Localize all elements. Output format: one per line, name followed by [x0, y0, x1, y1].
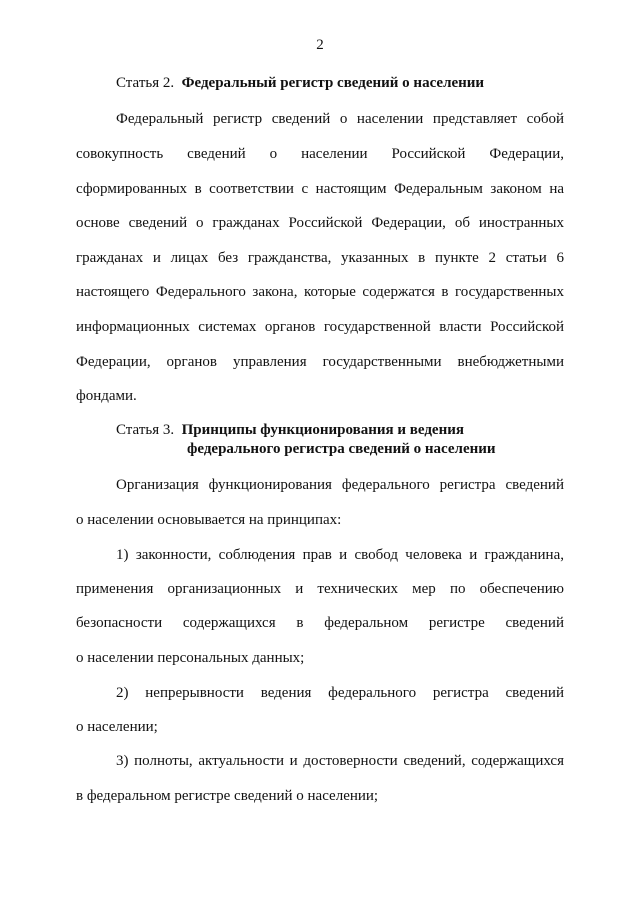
list-item-line: о населении; [76, 719, 158, 735]
paragraph-line: информационных системах органов государственной власти Российской [76, 319, 564, 335]
paragraph-line: основе сведений о гражданах Российской Федерации, об иностранных [76, 215, 564, 231]
paragraph-line: фондами. [76, 388, 137, 404]
article-3-title-continued: федерального регистра сведений о населении [187, 441, 496, 457]
article-2-title: Федеральный регистр сведений о населении [181, 75, 485, 91]
list-item-line: о населении персональных данных; [76, 650, 305, 666]
paragraph-line: сформированных в соответствии с настоящим Федеральным законом на [76, 181, 564, 197]
article-3-label: Статья 3. [116, 422, 175, 438]
paragraph-line: совокупность сведений о населении Российской Федерации, [76, 146, 564, 162]
paragraph-line: настоящего Федерального закона, которые содержатся в государственных [76, 284, 564, 300]
list-item-line: 2) непрерывности ведения федерального регистра сведений [116, 685, 564, 701]
list-item-line: 3) полноты, актуальности и достоверности сведений, содержащихся [116, 753, 564, 769]
paragraph-line: Организация функционирования федерального регистра сведений [116, 477, 564, 493]
paragraph-line: о населении основывается на принципах: [76, 512, 342, 528]
article-2-label: Статья 2. [116, 75, 175, 91]
list-item-line: безопасности содержащихся в федеральном регистре сведений [76, 615, 564, 631]
paragraph-line: Федерации, органов управления государственными внебюджетными [76, 354, 564, 370]
article-3-heading [116, 421, 464, 439]
list-item-line: применения организационных и технических мер по обеспечению [76, 581, 564, 597]
article-3-title: Принципы функционирования и ведения [181, 422, 464, 438]
page-number: 2 [316, 37, 324, 53]
paragraph-line: Федеральный регистр сведений о населении представляет собой [116, 111, 564, 127]
article-2-heading [116, 74, 484, 92]
list-item-line: 1) законности, соблюдения прав и свобод человека и гражданина, [116, 547, 564, 563]
paragraph-line: гражданах и лицах без гражданства, указанных в пункте 2 статьи 6 [76, 250, 564, 266]
list-item-line: в федеральном регистре сведений о населении; [76, 788, 379, 804]
